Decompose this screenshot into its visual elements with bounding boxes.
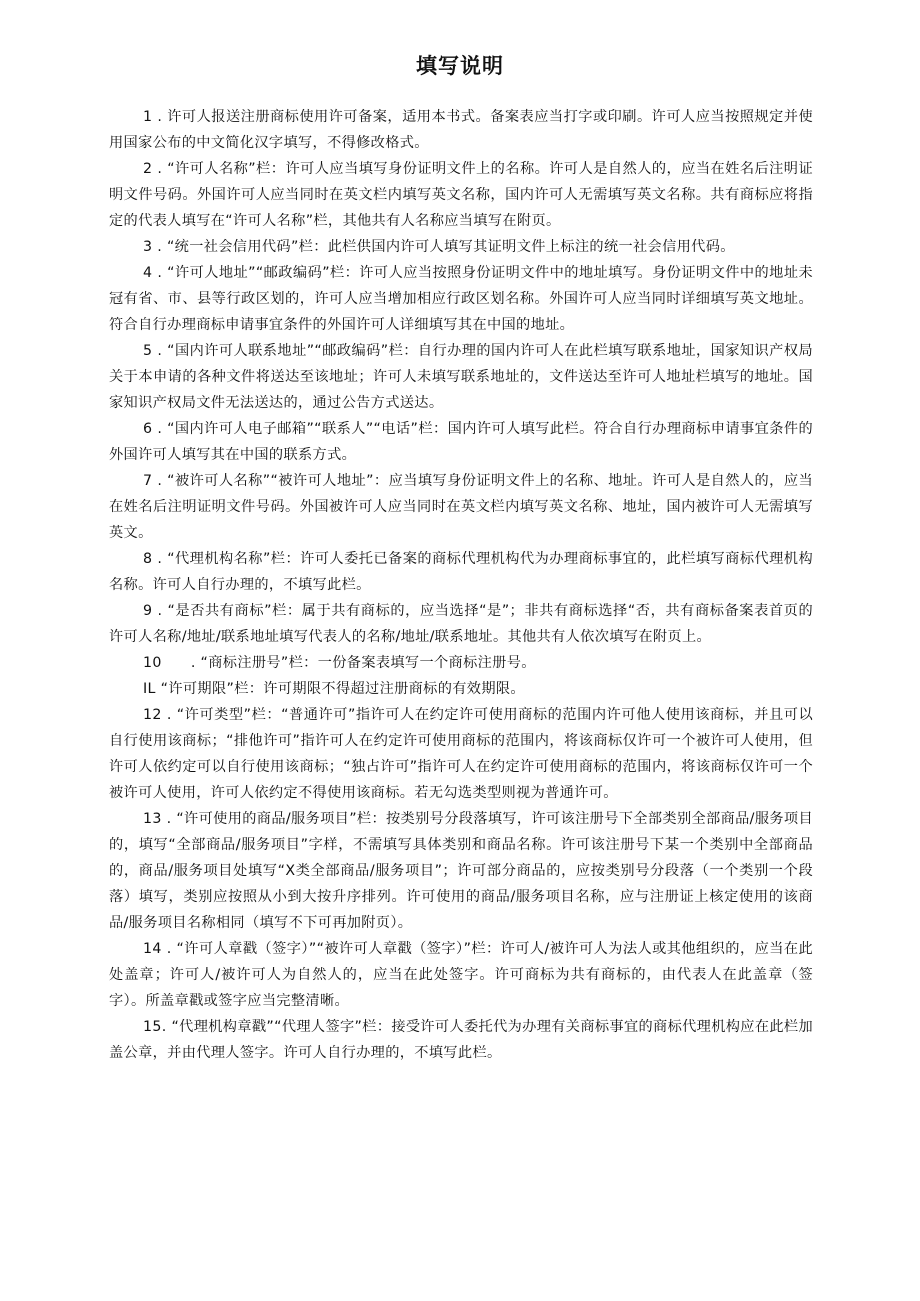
instruction-item-12: 12 . “许可类型”栏：“普通许可”指许可人在约定许可使用商标的范围内许可他人使用该商标，并且可以自行使用该商标；“排他许可”指许可人在约定许可使用商标的范围内，将该商标仅许可一个被许可人使用，但许可人依约定可以自行使用该商标；“独占许可”指许可人在约定许可使用商标的范围内，将该商标仅许可一个被许可人使用，许可人依约定不得使用该商标。若无勾选类型则视为普通许可。 bbox=[109, 707, 813, 801]
instruction-item-13: 13 . “许可使用的商品/服务项目”栏：按类别号分段落填写，许可该注册号下全部类别全部商品/服务项目的，填写“全部商品/服务项目”字样，不需填写具体类别和商品名称。许可该注册号下某一个类别中全部商品的，商品/服务项目处填写“X类全部商品/服务项目”；许可部分商品的，应按类别号分段落（一个类别一个段落）填写，类别应按照从小到大按升序排列。许可使用的商品/服务项目名称，应与注册证上核定使用的该商品/服务项目名称相同（填写不下可再加附页）。 bbox=[109, 811, 813, 931]
instruction-item-3: 3 . “统一社会信用代码”栏：此栏供国内许可人填写其证明文件上标注的统一社会信用代码。 bbox=[143, 239, 735, 255]
instruction-item-11: IL “许可期限”栏：许可期限不得超过注册商标的有效期限。 bbox=[143, 681, 525, 697]
page-title: 填写说明 bbox=[416, 54, 504, 78]
instruction-item-8: 8 . “代理机构名称”栏：许可人委托已备案的商标代理机构代为办理商标事宜的，此栏填写商标代理机构名称。许可人自行办理的，不填写此栏。 bbox=[109, 551, 813, 593]
instruction-item-6: 6 . “国内许可人电子邮箱”“联系人”“电话”栏：国内许可人填写此栏。符合自行办理商标申请事宜条件的外国许可人填写其在中国的联系方式。 bbox=[109, 421, 813, 463]
instructions-list bbox=[109, 104, 813, 1066]
instruction-item-5: 5 . “国内许可人联系地址”“邮政编码”栏：自行办理的国内许可人在此栏填写联系地址，国家知识产权局关于本申请的各种文件将送达至该地址；许可人未填写联系地址的，文件送达至许可人地址栏填写的地址。国家知识产权局文件无法送达的，通过公告方式送达。 bbox=[109, 343, 813, 411]
instruction-item-4: 4 . “许可人地址”“邮政编码”栏：许可人应当按照身份证明文件中的地址填写。身份证明文件中的地址未冠有省、市、县等行政区划的，许可人应当增加相应行政区划名称。外国许可人应当同时详细填写英文地址。符合自行办理商标申请事宜条件的外国许可人详细填写其在中国的地址。 bbox=[109, 265, 813, 333]
instruction-item-10: 10 . “商标注册号”栏：一份备案表填写一个商标注册号。 bbox=[143, 655, 536, 671]
instruction-item-15: 15. “代理机构章戳”“代理人签字”栏：接受许可人委托代为办理有关商标事宜的商标代理机构应在此栏加盖公章，并由代理人签字。许可人自行办理的，不填写此栏。 bbox=[109, 1019, 813, 1061]
instruction-item-1: 1 . 许可人报送注册商标使用许可备案，适用本书式。备案表应当打字或印刷。许可人应当按照规定并使用国家公布的中文简化汉字填写，不得修改格式。 bbox=[109, 109, 813, 151]
instruction-item-7: 7 . “被许可人名称”“被许可人地址”：应当填写身份证明文件上的名称、地址。许可人是自然人的，应当在姓名后注明证明文件号码。外国被许可人应当同时在英文栏内填写英文名称、地址，国内被许可人无需填写英文。 bbox=[109, 473, 813, 541]
instruction-item-14: 14 . “许可人章戳（签字）”“被许可人章戳（签字）”栏：许可人/被许可人为法人或其他组织的，应当在此处盖章；许可人/被许可人为自然人的，应当在此处签字。许可商标为共有商标的，由代表人在此盖章（签字）。所盖章戳或签字应当完整清晰。 bbox=[109, 941, 813, 1009]
instruction-item-2: 2 . “许可人名称”栏：许可人应当填写身份证明文件上的名称。许可人是自然人的，应当在姓名后注明证明文件号码。外国许可人应当同时在英文栏内填写英文名称，国内许可人无需填写英文名称。共有商标应将指定的代表人填写在“许可人名称”栏，其他共有人名称应当填写在附页。 bbox=[109, 161, 813, 229]
instruction-item-9: 9 . “是否共有商标”栏：属于共有商标的，应当选择“是”；非共有商标选择“否，共有商标备案表首页的许可人名称/地址/联系地址填写代表人的名称/地址/联系地址。其他共有人依次填写在附页上。 bbox=[109, 603, 813, 645]
